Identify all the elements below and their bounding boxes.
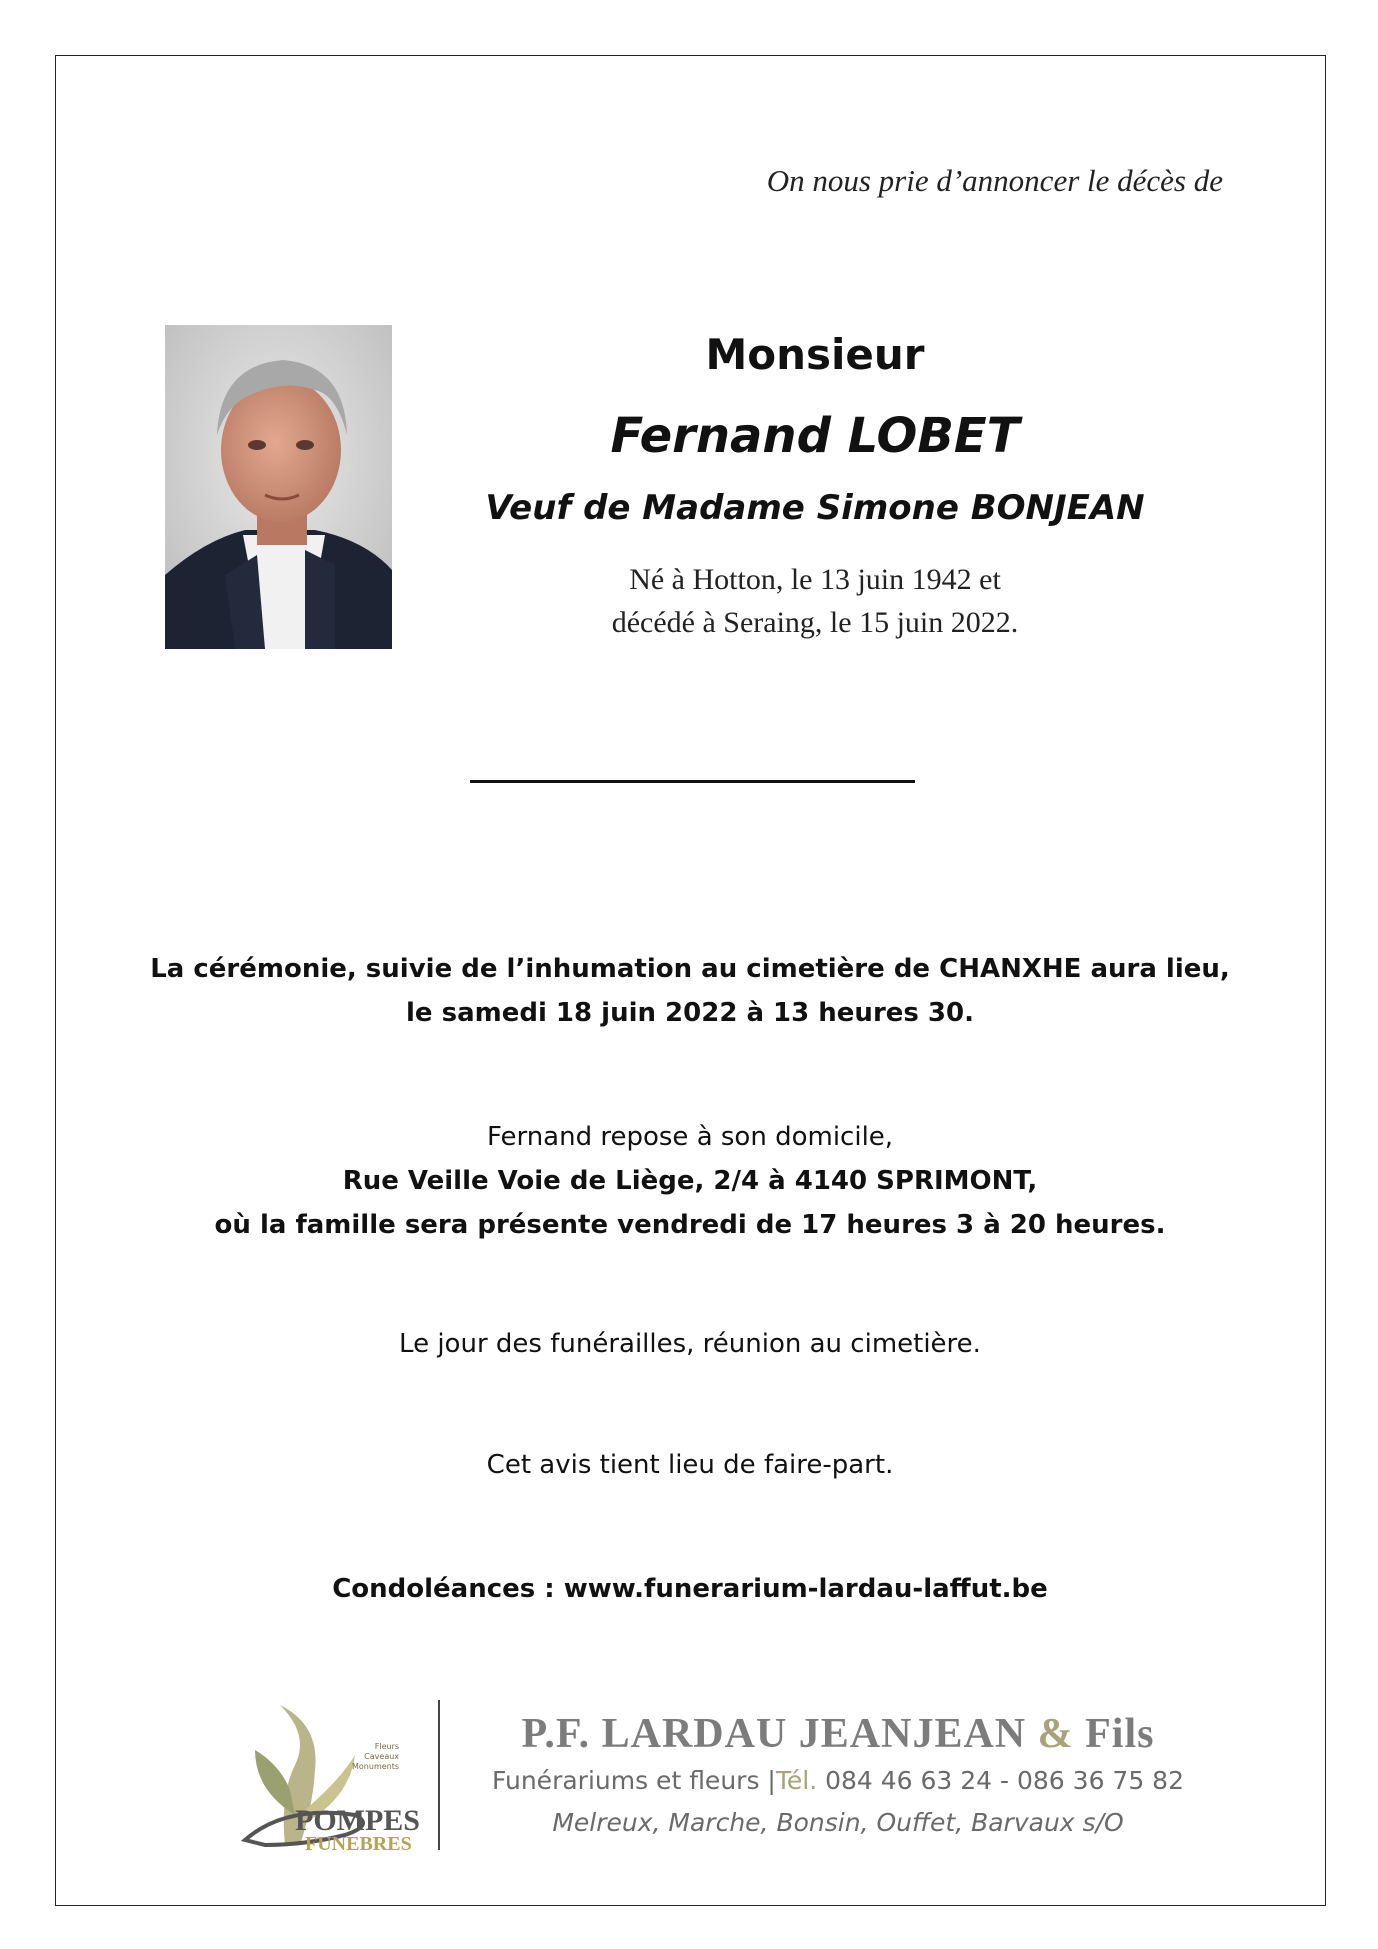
logo-text-pompes: POMPES xyxy=(295,1804,420,1837)
footer-separator xyxy=(438,1700,440,1850)
company-ampersand: & xyxy=(1037,1711,1074,1757)
ceremony-paragraph xyxy=(80,947,1300,1035)
company-name xyxy=(468,1710,1208,1758)
contact-phones: 084 46 63 24 - 086 36 75 82 xyxy=(817,1766,1184,1795)
ceremony-line-2: le samedi 18 juin 2022 à 13 heures 30. xyxy=(406,998,974,1028)
logo-word: Fleurs xyxy=(374,1742,400,1751)
faire-part-text: Cet avis tient lieu de faire-part. xyxy=(486,1450,894,1480)
company-name-suffix: Fils xyxy=(1073,1711,1155,1757)
ceremony-line-1: La cérémonie, suivie de l’inhumation au cimetière de CHANXHE aura lieu, xyxy=(150,954,1230,984)
deceased-name: Fernand LOBET xyxy=(610,408,1020,464)
company-locations: Melreux, Marche, Bonsin, Ouffet, Barvaux s/O xyxy=(552,1808,1124,1837)
contact-tel-label: Tél. xyxy=(775,1766,818,1795)
company-name-main: P.F. LARDAU JEANJEAN xyxy=(521,1711,1038,1757)
intro-text: On nous prie d’annoncer le décès de xyxy=(766,163,1223,198)
birth-line: Né à Hotton, le 13 juin 1942 et xyxy=(629,563,1001,596)
condolences-text: Condoléances : www.funerarium-lardau-laffut.be xyxy=(332,1574,1048,1604)
divider-line xyxy=(470,780,915,783)
birth-death-dates xyxy=(430,558,1200,644)
death-line: décédé à Seraing, le 15 juin 2022. xyxy=(611,606,1019,639)
logo-word: Caveaux xyxy=(364,1752,400,1761)
contact-services: Funérariums et fleurs | xyxy=(491,1766,776,1795)
visitation-line-1: Fernand repose à son domicile, xyxy=(486,1122,894,1152)
visitation-paragraph xyxy=(80,1115,1300,1247)
honorific: Monsieur xyxy=(705,330,925,379)
portrait-photo xyxy=(165,325,392,649)
spouse-line: Veuf de Madame Simone BONJEAN xyxy=(485,488,1145,528)
visitation-times: où la famille sera présente vendredi de 17 heures 3 à 20 heures. xyxy=(214,1210,1166,1240)
logo-word: Monuments xyxy=(352,1762,400,1771)
visitation-address: Rue Veille Voie de Liège, 2/4 à 4140 SPRIMONT, xyxy=(342,1166,1038,1196)
company-contact xyxy=(468,1766,1208,1795)
gathering-text: Le jour des funérailles, réunion au cimetière. xyxy=(399,1329,981,1359)
logo-tagline xyxy=(352,1742,399,1772)
logo-text-funebres: FUNEBRES xyxy=(305,1833,412,1855)
pompes-funebres-logo xyxy=(225,1695,425,1855)
